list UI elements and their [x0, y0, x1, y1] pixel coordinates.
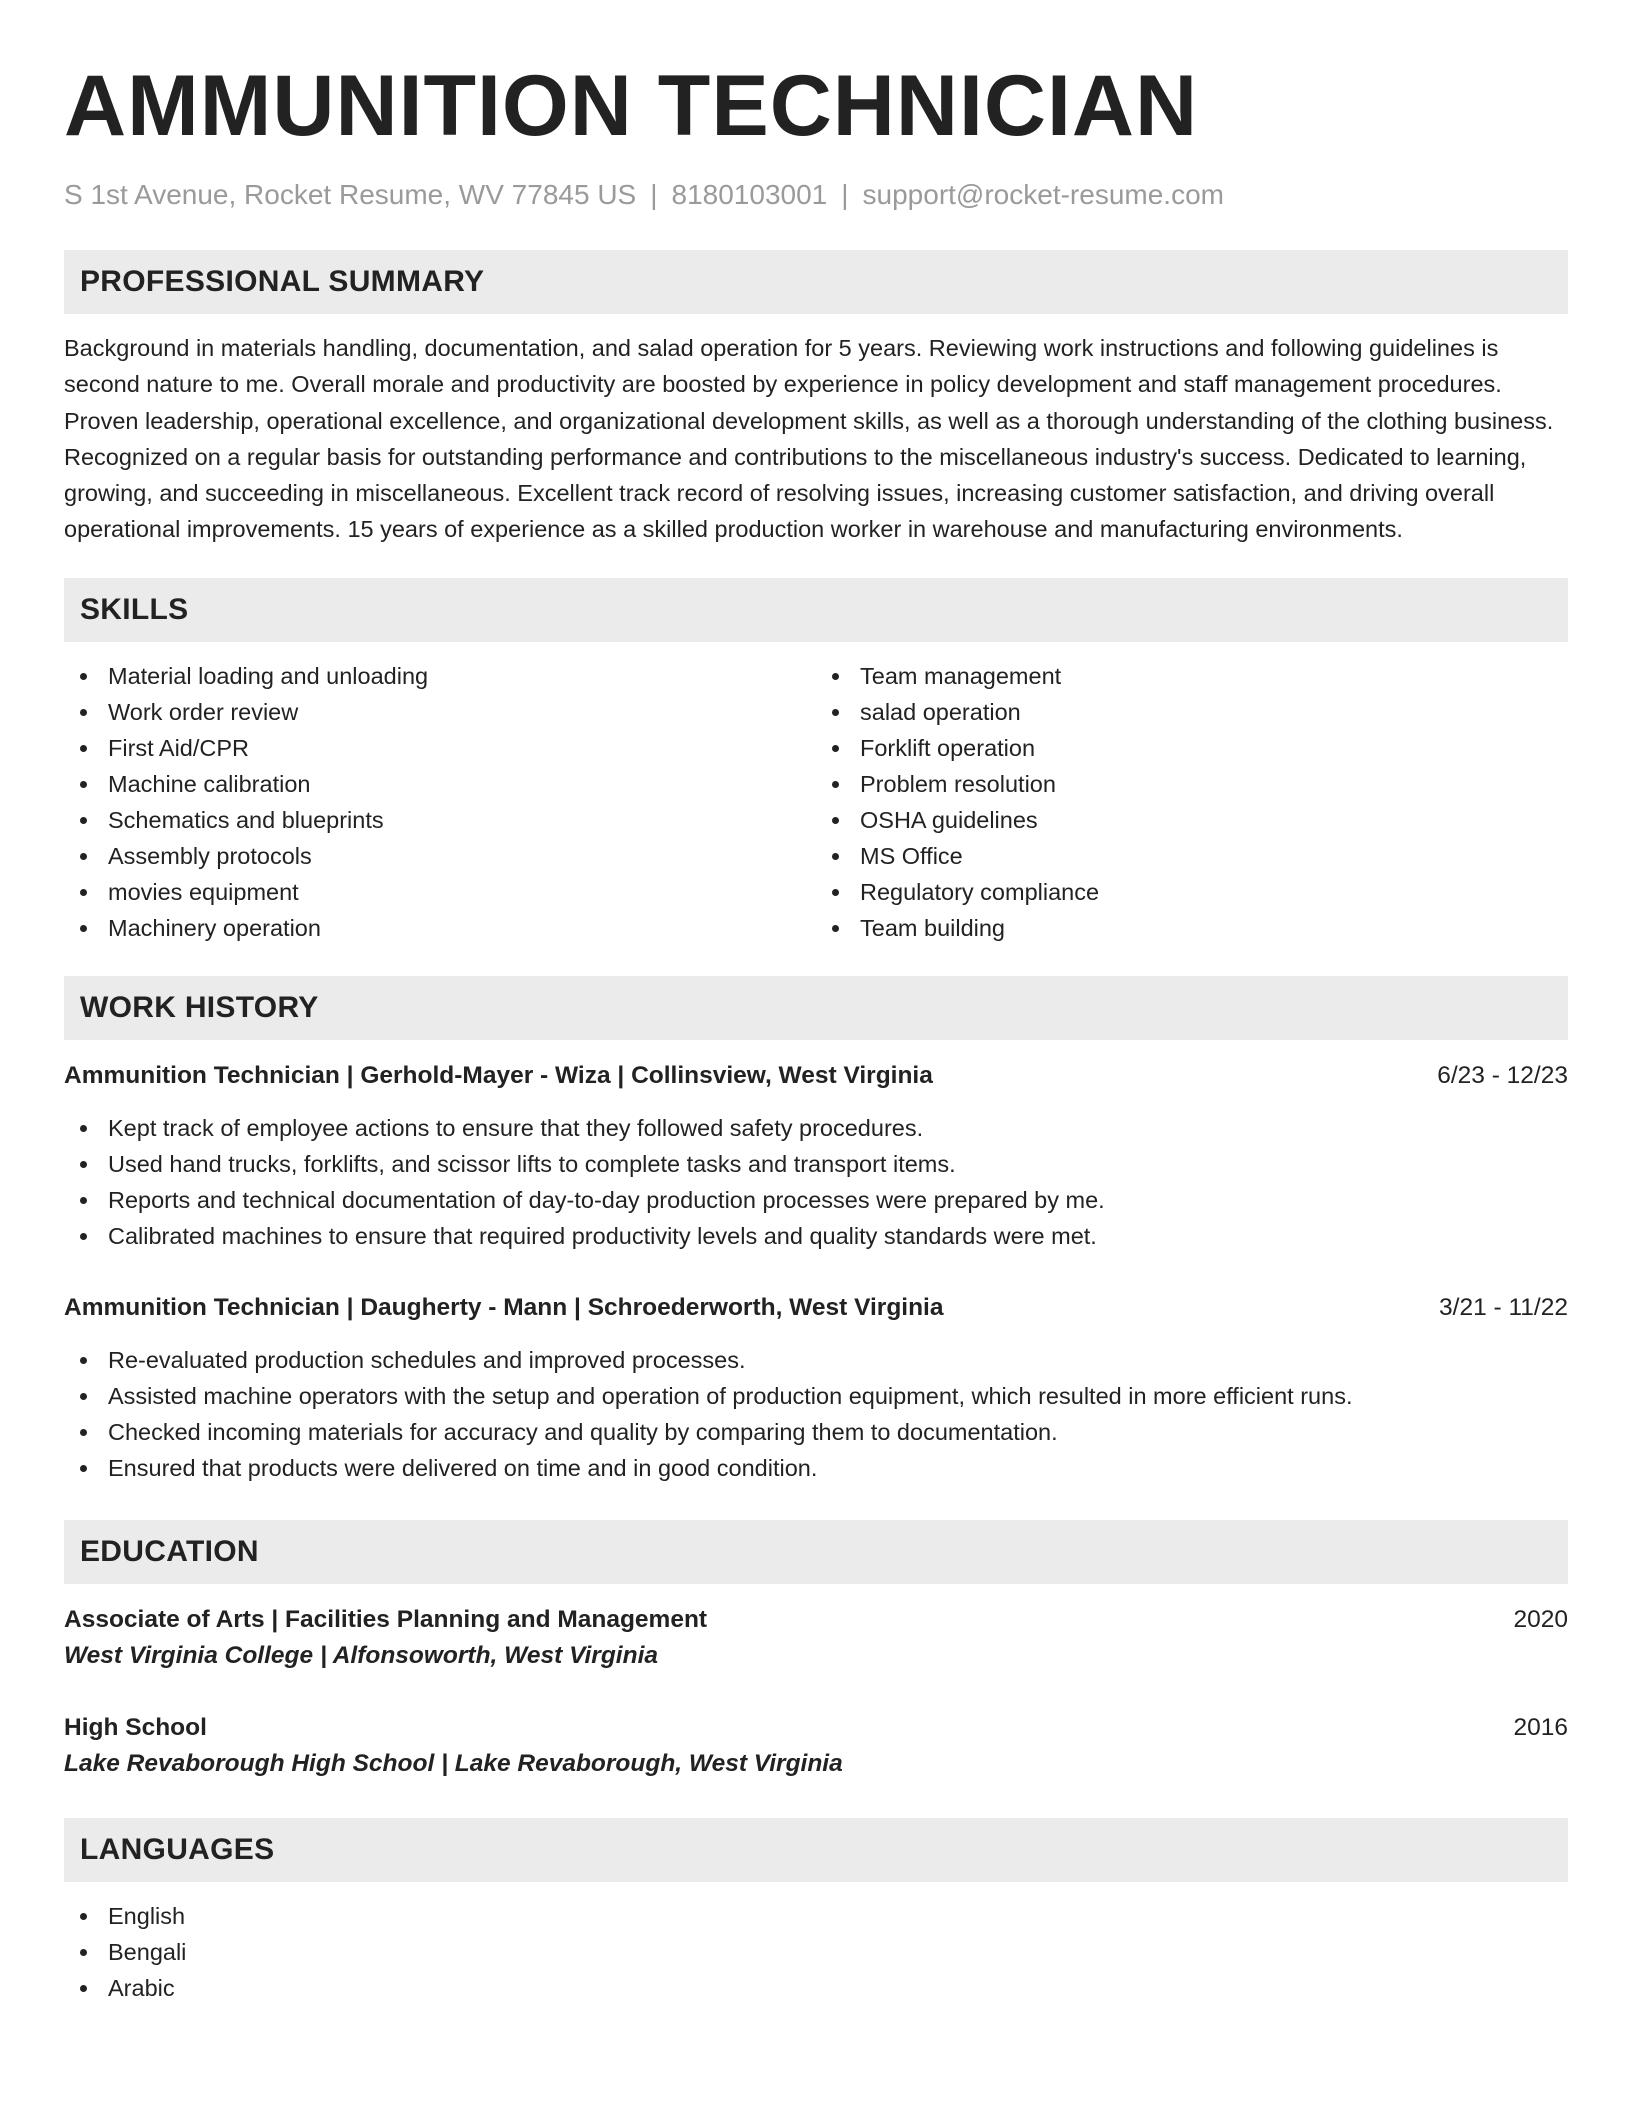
skill-item: Team management — [816, 658, 1568, 694]
skill-item: Problem resolution — [816, 766, 1568, 802]
skill-item: OSHA guidelines — [816, 802, 1568, 838]
job-bullet: Checked incoming materials for accuracy and quality by comparing them to documentation. — [64, 1414, 1568, 1450]
job-title: Ammunition Technician | Daugherty - Mann | Schroederworth, West Virginia — [64, 1293, 944, 1321]
education-section — [64, 1520, 1568, 1782]
skill-item: Machine calibration — [64, 766, 816, 802]
languages-section — [64, 1818, 1568, 2006]
summary-heading: PROFESSIONAL SUMMARY — [64, 250, 1568, 314]
skill-item: Assembly protocols — [64, 838, 816, 874]
skills-section — [64, 578, 1568, 946]
education-header — [64, 1710, 1568, 1746]
degree: Associate of Arts | Facilities Planning and Management — [64, 1605, 708, 1633]
job-bullet: Reports and technical documentation of day-to-day production processes were prepared by me. — [64, 1182, 1568, 1218]
job-title: Ammunition Technician | Gerhold-Mayer - Wiza | Collinsview, West Virginia — [64, 1061, 933, 1089]
education-header — [64, 1602, 1568, 1638]
contact-email: support@rocket-resume.com — [862, 179, 1224, 210]
candidate-name: AMMUNITION TECHNICIAN — [64, 58, 1199, 154]
language-item: English — [64, 1898, 1568, 1934]
education-entry — [64, 1602, 1568, 1674]
language-item: Arabic — [64, 1970, 1568, 2006]
contact-address: S 1st Avenue, Rocket Resume, WV 77845 US — [64, 179, 637, 210]
job-bullet: Re-evaluated production schedules and improved processes. — [64, 1342, 1568, 1378]
skill-item: movies equipment — [64, 874, 816, 910]
skill-item: Team building — [816, 910, 1568, 946]
job-dates: 6/23 - 12/23 — [1437, 1061, 1568, 1089]
school: Lake Revaborough High School | Lake Revaborough, West Virginia — [64, 1749, 843, 1777]
job-entry — [64, 1290, 1568, 1486]
job-bullet: Ensured that products were delivered on time and in good condition. — [64, 1450, 1568, 1486]
summary-text: Background in materials handling, documentation, and salad operation for 5 years. Reviewing work instructions and following guidelines is second nature to me. Overall morale and productivity are boosted by experience in policy development and staff management procedures. Proven leadership, operational excellence, and organizational development skills, as well as a thorough understanding of the clothing business. Recognized on a regular basis for outstanding performance and contributions to the miscellaneous industry's success. Dedicated to learning, growing, and succeeding in miscellaneous. Excellent track record of resolving issues, increasing customer satisfaction, and driving overall operational improvements. 15 years of experience as a skilled production worker in warehouse and manufacturing environments. — [64, 335, 1554, 543]
school: West Virginia College | Alfonsoworth, West Virginia — [64, 1641, 659, 1669]
education-heading: EDUCATION — [64, 1520, 1568, 1584]
skills-columns — [64, 658, 1568, 946]
skills-column-right — [816, 658, 1568, 946]
job-dates: 3/21 - 11/22 — [1439, 1293, 1568, 1321]
skill-item: Machinery operation — [64, 910, 816, 946]
degree: High School — [64, 1713, 207, 1741]
graduation-year: 2016 — [1513, 1713, 1568, 1741]
contact-separator: | — [650, 179, 658, 210]
education-entry — [64, 1710, 1568, 1782]
job-bullet: Calibrated machines to ensure that required productivity levels and quality standards were met. — [64, 1218, 1568, 1254]
contact-phone: 8180103001 — [671, 179, 828, 210]
contact-line — [64, 178, 1568, 212]
skill-item: Schematics and blueprints — [64, 802, 816, 838]
skill-item: Regulatory compliance — [816, 874, 1568, 910]
job-entry — [64, 1058, 1568, 1254]
job-header — [64, 1290, 1568, 1326]
skills-heading: SKILLS — [64, 578, 1568, 642]
skill-item: Forklift operation — [816, 730, 1568, 766]
language-item: Bengali — [64, 1934, 1568, 1970]
summary-section — [64, 250, 1568, 548]
job-header — [64, 1058, 1568, 1094]
skill-item: salad operation — [816, 694, 1568, 730]
work-history-section — [64, 976, 1568, 1486]
work-history-heading: WORK HISTORY — [64, 976, 1568, 1040]
skill-item: Material loading and unloading — [64, 658, 816, 694]
skill-item: Work order review — [64, 694, 816, 730]
job-bullet: Assisted machine operators with the setup and operation of production equipment, which resulted in more efficient runs. — [64, 1378, 1568, 1414]
skill-item: First Aid/CPR — [64, 730, 816, 766]
job-bullet: Used hand trucks, forklifts, and scissor lifts to complete tasks and transport items. — [64, 1146, 1568, 1182]
languages-heading: LANGUAGES — [64, 1818, 1568, 1882]
skills-column-left — [64, 658, 816, 946]
graduation-year: 2020 — [1513, 1605, 1568, 1633]
job-bullet: Kept track of employee actions to ensure that they followed safety procedures. — [64, 1110, 1568, 1146]
contact-separator: | — [841, 179, 849, 210]
skill-item: MS Office — [816, 838, 1568, 874]
